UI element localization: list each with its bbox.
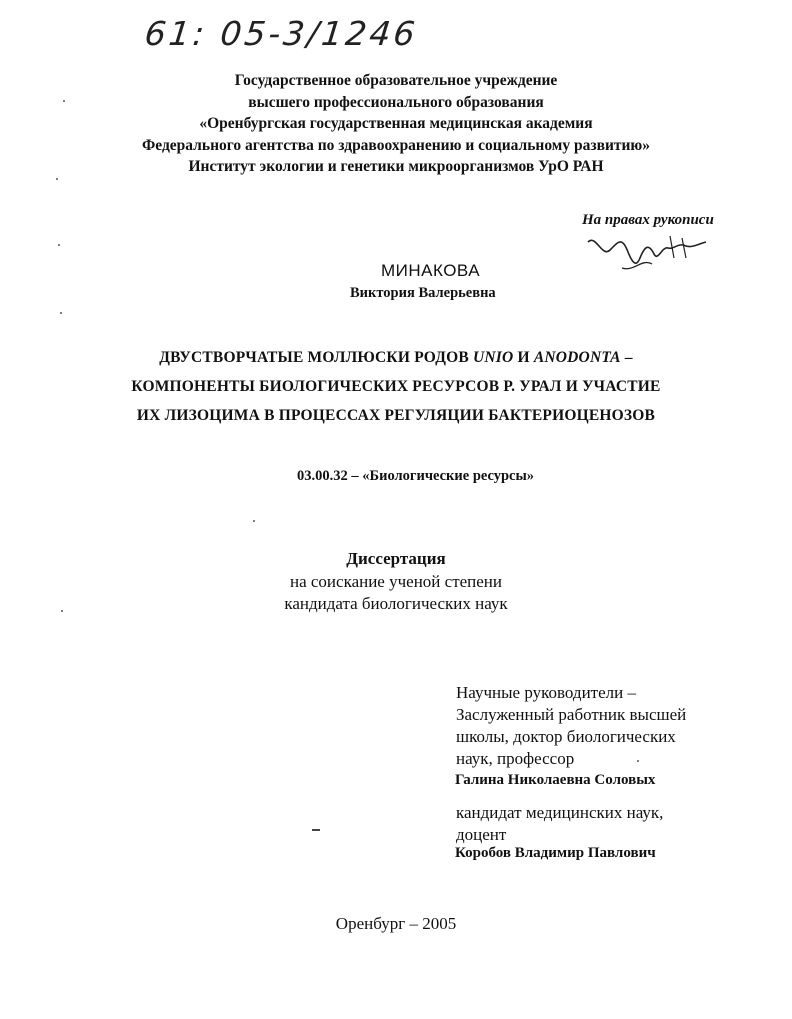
supervisors-block: [456, 682, 686, 770]
title-line-3: ИХ ЛИЗОЦИМА В ПРОЦЕССАХ РЕГУЛЯЦИИ БАКТЕРИОЦЕНОЗОВ: [136, 407, 656, 424]
scan-mark: [312, 829, 320, 831]
scan-speck: [63, 100, 65, 102]
scan-speck: [253, 520, 255, 522]
supervisor-1-credentials-2: школы, доктор биологических: [456, 727, 676, 746]
supervisor-2-name: Коробов Владимир Павлович: [455, 845, 656, 861]
scan-speck: [637, 760, 639, 762]
manuscript-note: На правах рукописи: [582, 212, 714, 228]
supervisor-1-name: Галина Николаевна Соловых: [455, 772, 656, 788]
scan-speck: [60, 312, 62, 314]
degree-line-2: кандидата биологических наук: [284, 594, 508, 613]
dissertation-title: [0, 343, 792, 430]
institution-line-1: Государственное образовательное учреждение: [234, 72, 558, 89]
archive-number: 61: 05-3/1246: [142, 14, 420, 53]
specialty: 03.00.32 – «Биологические ресурсы»: [297, 468, 535, 484]
institution-line-5: Институт экологии и генетики микроорганизмов УрО РАН: [188, 158, 604, 175]
institution-line-2: высшего профессионального образования: [248, 93, 544, 111]
signature: [582, 228, 712, 280]
supervisors-heading: Научные руководители –: [456, 683, 636, 702]
institution-line-4: Федерального агентства по здравоохранению и социальному развитию»: [141, 136, 651, 154]
supervisor-1-credentials-3: наук, профессор: [456, 749, 575, 768]
supervisor-1-credentials-1: Заслуженный работник высшей: [456, 705, 687, 724]
supervisor-2-credentials: [456, 802, 663, 846]
scan-speck: [56, 178, 58, 180]
scan-speck: [61, 610, 63, 612]
institution-line-3: «Оренбургская государственная медицинская академия: [199, 115, 593, 132]
title-line-1: ДВУСТВОРЧАТЫЕ МОЛЛЮСКИ РОДОВ UNIO И ANODONTA –: [159, 349, 633, 366]
degree-line-1: на соискание ученой степени: [289, 572, 503, 591]
supervisor-2-credentials-2: доцент: [456, 825, 507, 844]
scan-speck: [58, 244, 60, 246]
institution-block: [0, 70, 792, 178]
dissertation-heading: Диссертация: [346, 549, 446, 568]
title-line-2: КОМПОНЕНТЫ БИОЛОГИЧЕСКИХ РЕСУРСОВ Р. УРАЛ И УЧАСТИЕ: [131, 378, 661, 395]
author-given-names: Виктория Валерьевна: [350, 285, 496, 301]
supervisor-2-credentials-1: кандидат медицинских наук,: [456, 803, 664, 822]
city-year: Оренбург – 2005: [335, 914, 457, 933]
author-surname: МИНАКОВА: [381, 261, 481, 280]
